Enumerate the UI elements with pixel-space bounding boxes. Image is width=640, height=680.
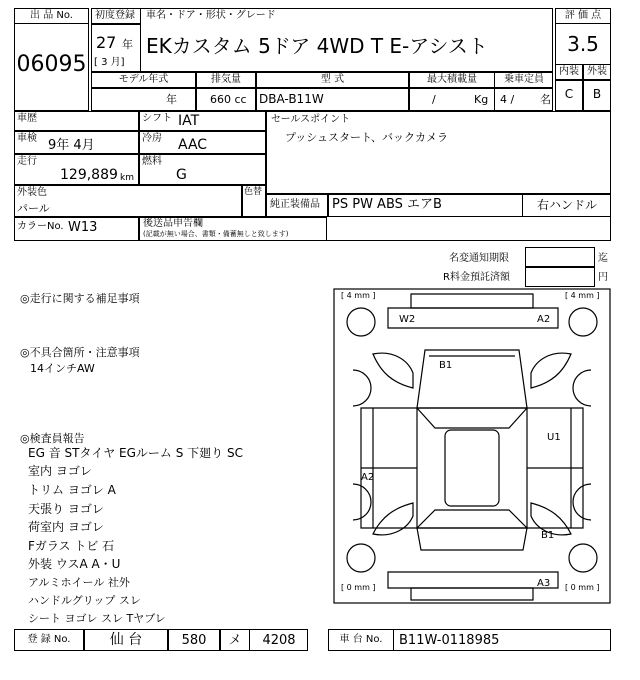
inspector-line: ハンドルグリップ スレ bbox=[28, 594, 141, 607]
name-change-field bbox=[525, 247, 595, 267]
recycle-unit: 円 bbox=[598, 272, 608, 283]
tire-fr: [ 4 mm ] bbox=[565, 291, 600, 300]
mark-b1-hood: B1 bbox=[439, 360, 453, 371]
ac-label: 冷房 bbox=[142, 133, 162, 144]
left-rear-arch bbox=[353, 484, 371, 520]
mileage-unit: km bbox=[120, 173, 134, 183]
load-value: / bbox=[432, 93, 436, 106]
tire-rl: [ 0 mm ] bbox=[341, 583, 376, 592]
chassis-label: 車 台 No. bbox=[339, 634, 383, 645]
lot-label: 出 品 No. bbox=[30, 10, 73, 21]
model-year-label: モデル年式 bbox=[118, 74, 169, 85]
score-value: 3.5 bbox=[567, 32, 599, 56]
inspector-line: EG 音 STタイヤ EGルーム S 下廻り SC bbox=[28, 446, 243, 460]
post-report-label: 後送品申告欄 bbox=[143, 218, 203, 229]
rear-left-fender bbox=[373, 503, 413, 535]
capacity-label: 乗車定員 bbox=[504, 74, 544, 85]
color-label: 外装色 bbox=[17, 187, 47, 198]
defect-line: 14インチAW bbox=[30, 362, 95, 375]
inspector-line: 外装 ウスA A・U bbox=[28, 557, 121, 571]
rear-window bbox=[417, 510, 527, 528]
shift-label: シフト bbox=[142, 113, 172, 124]
color-no-label: カラーNo. bbox=[17, 221, 64, 232]
recycle-field bbox=[525, 267, 595, 287]
displacement-value: 660 cc bbox=[210, 93, 247, 106]
reg-kana: メ bbox=[228, 633, 242, 648]
inspector-line: 天張り ヨゴレ bbox=[28, 502, 104, 516]
rear-bumper-bottom-outline bbox=[411, 588, 533, 600]
left-front-arch bbox=[353, 370, 371, 406]
roof-panel bbox=[445, 430, 499, 506]
first-reg-month: [ 3 月] bbox=[94, 57, 125, 68]
first-reg-year-unit: 年 bbox=[122, 38, 133, 51]
lot-number: 06095 bbox=[16, 52, 87, 77]
mileage-value: 129,889 bbox=[60, 167, 118, 183]
exterior-grade: B bbox=[592, 87, 602, 101]
sales-point-value: プッシュスタート、バックカメラ bbox=[285, 131, 449, 144]
sales-point-label: セールスポイント bbox=[271, 114, 351, 125]
wheel-front-left bbox=[347, 308, 375, 336]
shift-value: IAT bbox=[178, 113, 200, 129]
history-label: 車歴 bbox=[17, 113, 37, 124]
tire-fl: [ 4 mm ] bbox=[341, 291, 376, 300]
inspection-value: 9年 4月 bbox=[48, 138, 95, 153]
capacity-value: 4 / bbox=[500, 93, 515, 106]
first-reg-year: 27 bbox=[96, 33, 117, 52]
interior-label: 内装 bbox=[559, 66, 579, 77]
capacity-unit: 名 bbox=[540, 93, 551, 106]
mark-a2-left: A2 bbox=[361, 472, 375, 483]
load-unit: Kg bbox=[474, 93, 489, 106]
displacement-label: 排気量 bbox=[211, 74, 241, 85]
inspector-report-title: ◎検査員報告 bbox=[20, 432, 85, 445]
inspector-line: Fガラス トビ 石 bbox=[28, 539, 115, 553]
reg-place: 仙 台 bbox=[109, 632, 143, 648]
name-change-unit: 迄 bbox=[598, 253, 608, 264]
model-year-unit: 年 bbox=[166, 93, 177, 106]
inspector-line: 荷室内 ヨゴレ bbox=[28, 520, 104, 534]
wheel-front-right bbox=[569, 308, 597, 336]
color-no-value: W13 bbox=[68, 220, 98, 235]
fuel-label: 燃料 bbox=[142, 156, 162, 167]
first-reg-label: 初度登録 bbox=[95, 10, 135, 21]
tire-rr: [ 0 mm ] bbox=[565, 583, 600, 592]
front-left-fender bbox=[373, 353, 413, 388]
car-name-label: 車名・ドア・形状・グレード bbox=[146, 10, 276, 21]
interior-grade: C bbox=[564, 87, 574, 101]
fuel-value: G bbox=[176, 167, 187, 183]
mark-u1: U1 bbox=[547, 432, 561, 443]
color-value: パール bbox=[17, 202, 50, 215]
mark-b1-right: B1 bbox=[541, 530, 555, 541]
reg-class: 580 bbox=[181, 633, 207, 648]
inspector-line: トリム ヨゴレ A bbox=[28, 483, 116, 497]
equipment-value: PS PW ABS エアB bbox=[332, 197, 442, 212]
rear-bumper-outline bbox=[388, 572, 558, 588]
load-label: 最大積載量 bbox=[427, 74, 477, 85]
post-report-note: (記載が無い場合、書類・備蓄無しと致します) bbox=[143, 230, 289, 238]
chassis-number: B11W-0118985 bbox=[399, 633, 500, 648]
type-label: 型 式 bbox=[320, 74, 345, 85]
car-name: EKカスタム 5ドア 4WD T E-アシスト bbox=[146, 34, 488, 58]
wheel-rear-left bbox=[347, 544, 375, 572]
color-change-label: 色替 bbox=[244, 187, 263, 197]
name-change-label: 名変通知期限 bbox=[449, 253, 509, 264]
mileage-label: 走行 bbox=[17, 156, 37, 167]
defect-remarks-title: ◎不具合箇所・注意事項 bbox=[20, 346, 140, 359]
inspector-line: アルミホイール 社外 bbox=[28, 576, 130, 589]
type-value: DBA-B11W bbox=[259, 92, 324, 106]
reg-label: 登 録 No. bbox=[27, 634, 71, 645]
right-rear-arch bbox=[573, 484, 591, 520]
right-front-arch bbox=[573, 370, 591, 406]
hood-panel bbox=[417, 350, 527, 408]
windshield bbox=[417, 408, 527, 428]
score-label: 評 価 点 bbox=[564, 10, 602, 21]
driving-remarks-title: ◎走行に関する補足事項 bbox=[20, 292, 140, 305]
ac-value: AAC bbox=[178, 137, 208, 153]
exterior-label: 外装 bbox=[587, 66, 607, 77]
inspection-label: 車検 bbox=[17, 133, 37, 144]
wheel-rear-right bbox=[569, 544, 597, 572]
front-right-fender bbox=[531, 353, 571, 388]
mark-w2: W2 bbox=[399, 314, 416, 325]
mark-a3: A3 bbox=[537, 578, 551, 589]
inspector-line: 室内 ヨゴレ bbox=[28, 464, 92, 478]
front-bumper-top-outline bbox=[411, 294, 533, 308]
steering-value: 右ハンドル bbox=[537, 198, 598, 212]
tailgate-panel bbox=[417, 528, 527, 550]
reg-number: 4208 bbox=[262, 633, 296, 648]
recycle-label: R料金預託済額 bbox=[443, 272, 510, 283]
car-damage-diagram bbox=[333, 288, 611, 604]
inspector-line: シート ヨゴレ スレ Tヤブレ bbox=[28, 612, 166, 625]
equipment-label: 純正装備品 bbox=[270, 199, 320, 210]
mark-a2-front: A2 bbox=[537, 314, 551, 325]
